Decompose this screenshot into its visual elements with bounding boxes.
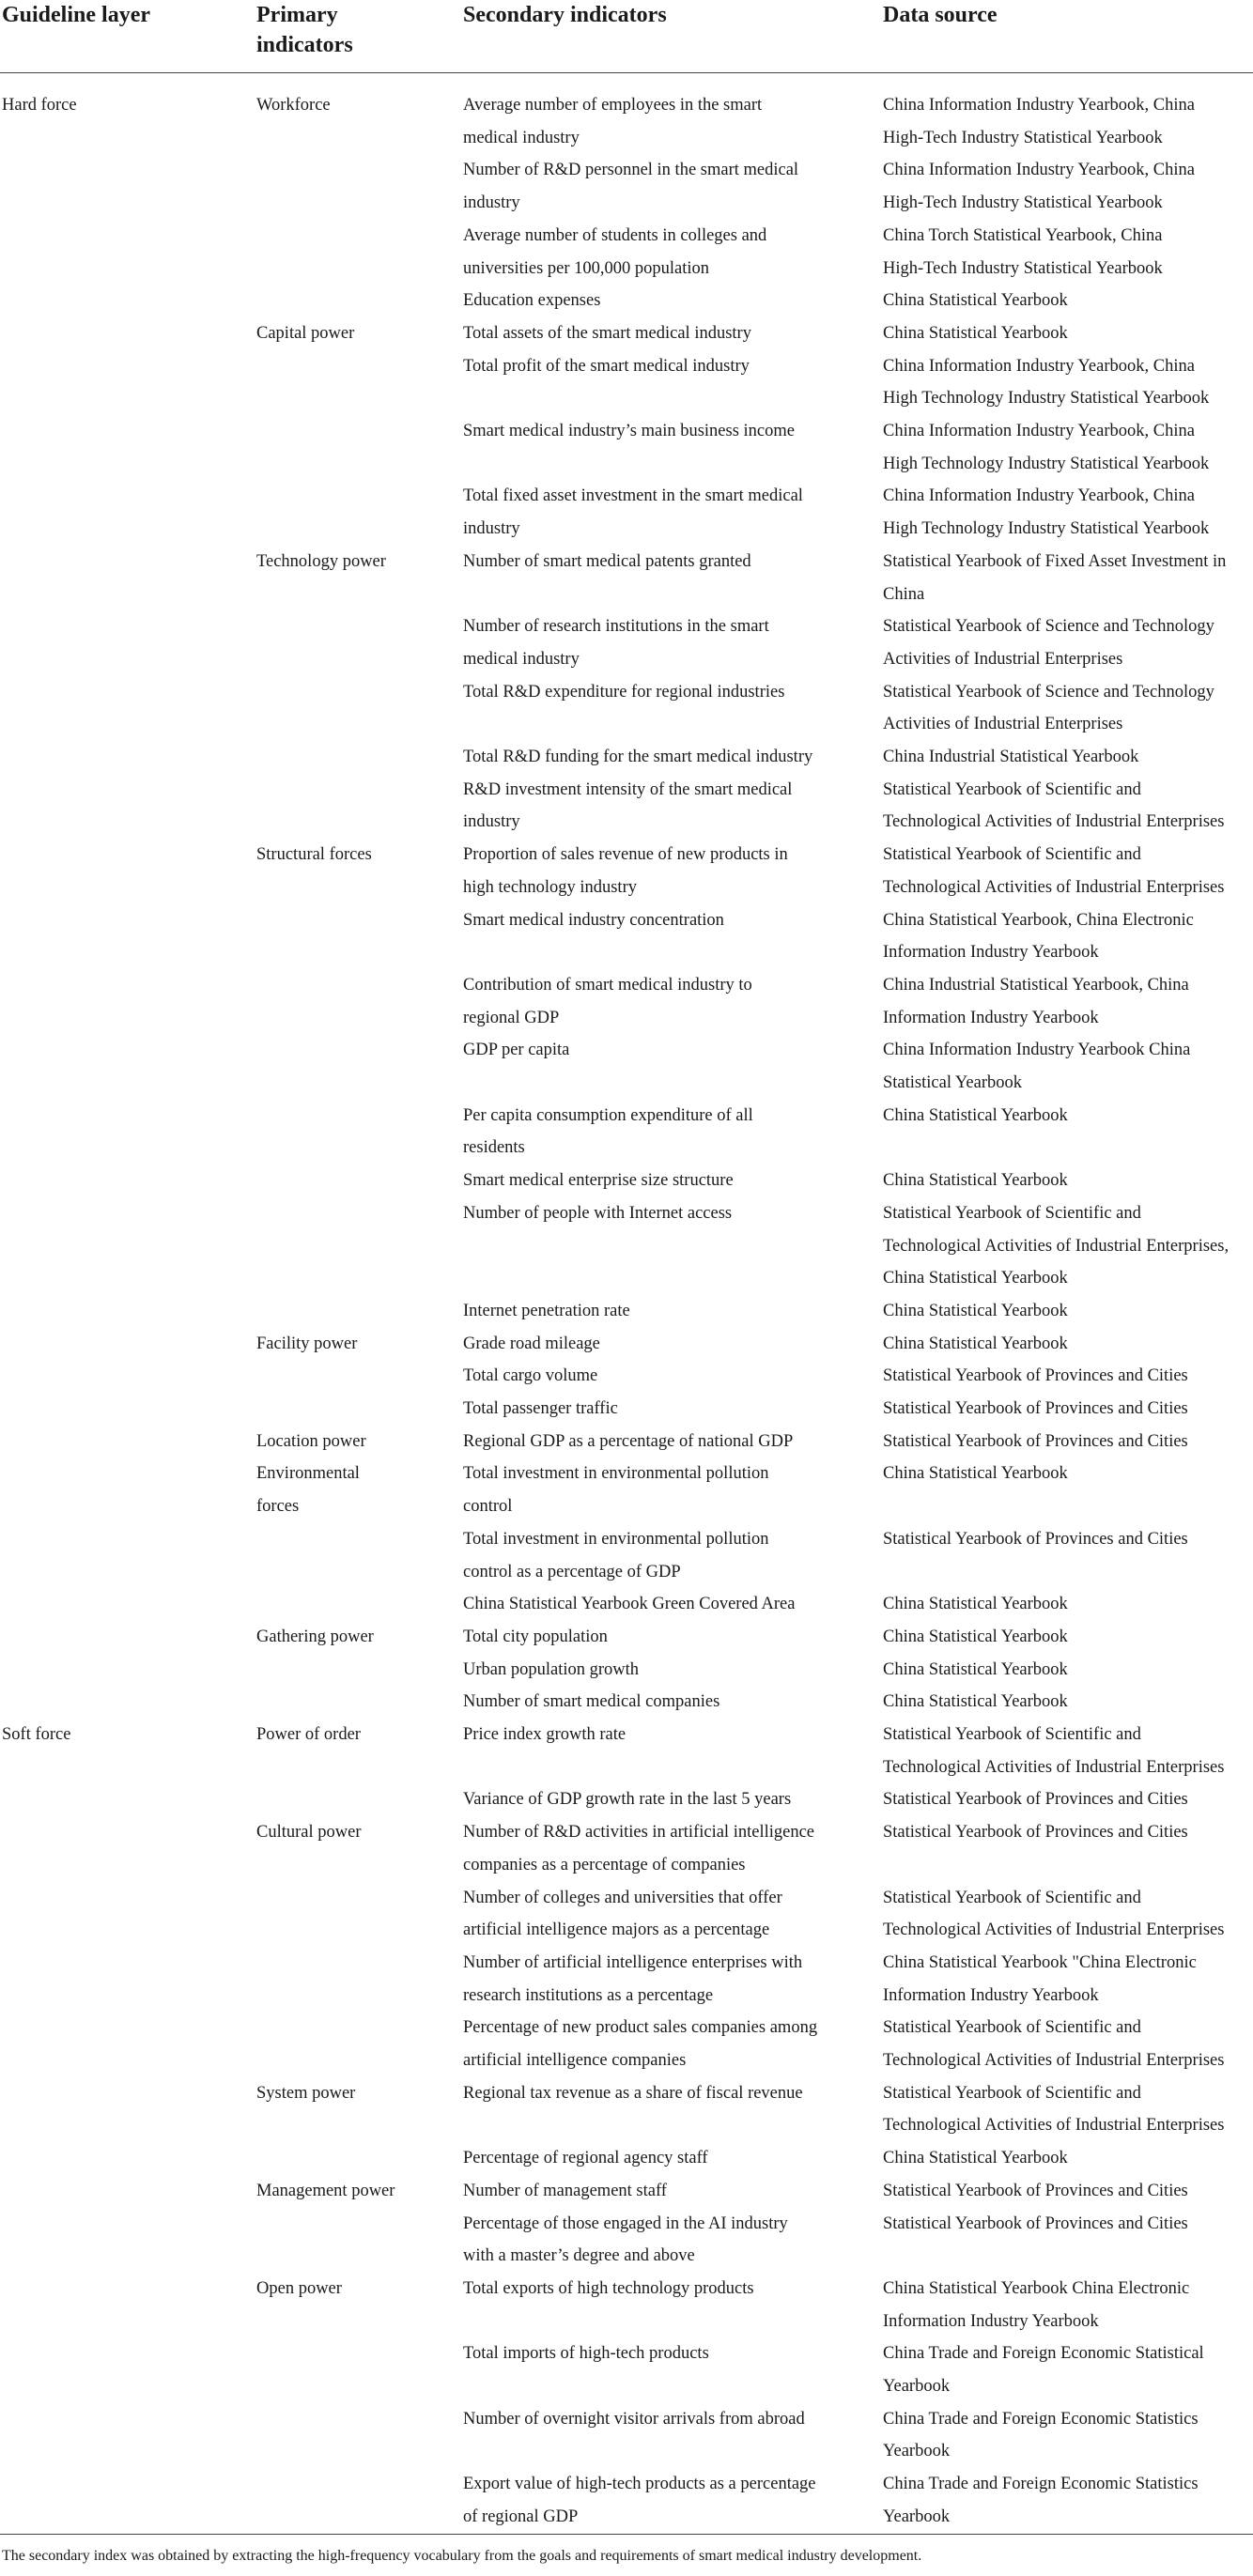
secondary-indicator-cell <box>463 1034 569 1067</box>
cell-line: high technology industry <box>463 877 637 897</box>
cell-line: Facility power <box>256 1334 358 1353</box>
secondary-indicator-cell <box>463 415 795 448</box>
cell-line: Number of people with Internet access <box>463 1203 733 1223</box>
table-footnote: The secondary index was obtained by extracting the high-frequency vocabulary from the goals and requirements of smart medical industry development. <box>2 2548 922 2564</box>
cell-line: residents <box>463 1138 525 1158</box>
cell-line: China Trade and Foreign Economic Statistical <box>883 2344 1204 2364</box>
cell-line: medical industry <box>463 649 580 669</box>
cell-line: China Statistical Yearbook <box>883 2149 1068 2168</box>
cell-line: Activities of Industrial Enterprises <box>883 715 1123 734</box>
secondary-indicator-cell <box>463 1100 753 1165</box>
data-source-cell <box>883 317 1068 350</box>
cell-line: R&D investment intensity of the smart medical <box>463 779 793 799</box>
cell-line: Power of order <box>256 1725 361 1744</box>
data-source-cell <box>883 154 1195 219</box>
secondary-indicator-cell <box>463 1621 608 1654</box>
secondary-indicator-cell <box>463 546 751 578</box>
primary-indicator-cell <box>256 839 372 872</box>
data-source-cell <box>883 1295 1068 1328</box>
cell-line: companies as a percentage of companies <box>463 1855 746 1874</box>
data-source-cell <box>883 285 1068 317</box>
primary-indicator-cell <box>256 1816 362 1849</box>
cell-line: with a master’s degree and above <box>463 2246 695 2266</box>
cell-line: Number of R&D activities in artificial intelligence <box>463 1823 814 1843</box>
data-source-cell <box>883 1783 1188 1816</box>
primary-indicator-cell <box>256 89 331 122</box>
secondary-indicator-cell <box>463 2012 817 2076</box>
cell-line: Total imports of high-tech products <box>463 2344 709 2364</box>
cell-line: research institutions as a percentage <box>463 1985 714 2005</box>
data-source-cell <box>883 904 1194 969</box>
cell-line: GDP per capita <box>463 1041 570 1060</box>
secondary-indicator-cell <box>463 1686 719 1719</box>
cell-line: Statistical Yearbook of Scientific and <box>883 2083 1141 2103</box>
secondary-indicator-cell <box>463 1783 791 1816</box>
cell-line: China Statistical Yearbook <box>883 1464 1068 1484</box>
cell-line: Information Industry Yearbook <box>883 943 1099 963</box>
header-guideline-layer <box>2 0 150 30</box>
cell-line: China Information Industry Yearbook, China <box>883 356 1195 376</box>
secondary-indicator-cell <box>463 317 751 350</box>
cell-line: Statistical Yearbook of Fixed Asset Investment in <box>883 551 1227 571</box>
cell-line: Statistical Yearbook of Scientific and <box>883 1725 1141 1744</box>
cell-line: Number of R&D personnel in the smart medical <box>463 161 799 180</box>
cell-line: High Technology Industry Statistical Yearbook <box>883 454 1210 473</box>
cell-line: China Statistical Yearbook <box>883 1334 1068 1353</box>
data-source-cell <box>883 546 1226 610</box>
cell-line: regional GDP <box>463 1008 560 1027</box>
cell-line: Number of management staff <box>463 2181 667 2200</box>
data-source-cell <box>883 89 1195 154</box>
cell-line: Statistical Yearbook of Provinces and Cities <box>883 1399 1188 1418</box>
cell-line: Statistical Yearbook of Scientific and <box>883 2018 1141 2038</box>
data-source-cell <box>883 415 1209 480</box>
cell-line: China Statistical Yearbook <box>883 1171 1068 1191</box>
cell-line: Average number of students in colleges and <box>463 225 767 245</box>
cell-line: Smart medical enterprise size structure <box>463 1171 734 1191</box>
cell-line: China Statistical Yearbook Green Covered Area <box>463 1595 796 1614</box>
cell-line: Number of research institutions in the smart <box>463 617 769 637</box>
data-source-cell <box>883 1947 1197 2012</box>
cell-line: China Statistical Yearbook <box>883 1659 1068 1679</box>
cell-line: China Information Industry Yearbook China <box>883 1041 1191 1060</box>
data-source-cell <box>883 1393 1188 1426</box>
cell-line: Statistical Yearbook of Provinces and Cities <box>883 1790 1188 1810</box>
cell-line: Statistical Yearbook <box>883 1073 1022 1092</box>
cell-line: High-Tech Industry Statistical Yearbook <box>883 258 1163 278</box>
cell-line: Technological Activities of Industrial Enterprises <box>883 2116 1225 2136</box>
data-source-cell <box>883 969 1189 1034</box>
cell-line: China Information Industry Yearbook, China <box>883 422 1195 440</box>
cell-line: Statistical Yearbook of Provinces and Cities <box>883 2181 1188 2200</box>
cell-line: China Trade and Foreign Economic Statistics <box>883 2409 1199 2429</box>
guideline-layer-cell <box>2 89 77 122</box>
cell-line: Number of artificial intelligence enterprises with <box>463 1952 803 1972</box>
cell-line: China Industrial Statistical Yearbook <box>883 748 1139 766</box>
cell-line: Structural forces <box>256 845 372 865</box>
cell-line: Technological Activities of Industrial Enterprises <box>883 812 1225 832</box>
secondary-indicator-cell <box>463 610 769 675</box>
cell-line: Per capita consumption expenditure of all <box>463 1105 753 1125</box>
cell-line: artificial intelligence companies <box>463 2051 687 2070</box>
data-source-cell <box>883 1458 1068 1490</box>
secondary-indicator-cell <box>463 220 766 285</box>
cell-line: Yearbook <box>883 2377 951 2396</box>
cell-line: China Industrial Statistical Yearbook, China <box>883 975 1189 995</box>
cell-line: Number of colleges and universities that offer <box>463 1888 782 1907</box>
cell-line: Number of smart medical patents granted <box>463 551 751 571</box>
cell-line: Capital power <box>256 323 355 343</box>
cell-line: China Statistical Yearbook <box>883 1627 1068 1646</box>
primary-indicator-cell <box>256 1719 361 1751</box>
cell-line: Statistical Yearbook of Provinces and Cities <box>883 1431 1188 1451</box>
primary-indicator-cell <box>256 2175 394 2208</box>
cell-line: Number of smart medical companies <box>463 1692 720 1712</box>
cell-line: High Technology Industry Statistical Yearbook <box>883 519 1210 539</box>
cell-line: China Statistical Yearbook <box>883 1269 1068 1288</box>
cell-line: Technological Activities of Industrial Enterprises <box>883 1920 1225 1940</box>
header-text: Guideline layer <box>2 3 150 27</box>
cell-line: Average number of employees in the smart <box>463 96 763 115</box>
primary-indicator-cell <box>256 1328 357 1361</box>
secondary-indicator-cell <box>463 2273 754 2306</box>
cell-line: Yearbook <box>883 2442 951 2461</box>
primary-indicator-cell <box>256 2273 342 2306</box>
secondary-indicator-cell <box>463 1523 768 1588</box>
secondary-indicator-cell <box>463 1295 630 1328</box>
secondary-indicator-cell <box>463 2337 709 2370</box>
primary-indicator-cell <box>256 2077 355 2110</box>
data-source-cell <box>883 1621 1068 1654</box>
secondary-indicator-cell <box>463 1426 793 1458</box>
secondary-indicator-cell <box>463 480 803 545</box>
data-source-cell <box>883 2012 1224 2076</box>
secondary-indicator-cell <box>463 1165 734 1197</box>
cell-line: Hard force <box>2 96 77 115</box>
cell-line: forces <box>256 1497 300 1517</box>
secondary-indicator-cell <box>463 969 752 1034</box>
bottom-rule <box>0 2534 1253 2535</box>
data-source-cell <box>883 2403 1199 2468</box>
cell-line: control <box>463 1497 513 1517</box>
cell-line: industry <box>463 519 520 539</box>
data-source-cell <box>883 220 1163 285</box>
cell-line: Technological Activities of Industrial Enterprises <box>883 1757 1225 1777</box>
cell-line: China Statistical Yearbook "China Electronic <box>883 1952 1197 1972</box>
cell-line: Yearbook <box>883 2507 951 2526</box>
header-secondary-indicators <box>463 0 667 30</box>
secondary-indicator-cell <box>463 2468 816 2533</box>
cell-line: Total investment in environmental pollution <box>463 1464 769 1484</box>
data-source-cell <box>883 1100 1068 1133</box>
data-source-cell <box>883 2273 1189 2337</box>
data-source-cell <box>883 610 1214 675</box>
cell-line: Export value of high-tech products as a percentage <box>463 2475 816 2494</box>
cell-line: Activities of Industrial Enterprises <box>883 649 1123 669</box>
cell-line: Technological Activities of Industrial Enterprises, <box>883 1236 1230 1256</box>
data-source-cell <box>883 2142 1068 2175</box>
data-source-cell <box>883 1816 1188 1849</box>
data-source-cell <box>883 1523 1188 1556</box>
cell-line: Statistical Yearbook of Science and Technology <box>883 682 1214 702</box>
secondary-indicator-cell <box>463 774 792 839</box>
secondary-indicator-cell <box>463 285 600 317</box>
cell-line: Urban population growth <box>463 1659 640 1679</box>
cell-line: Total profit of the smart medical industry <box>463 356 750 376</box>
data-source-cell <box>883 1328 1068 1361</box>
cell-line: China Statistical Yearbook <box>883 1595 1068 1614</box>
guideline-layer-cell <box>2 1719 70 1751</box>
secondary-indicator-cell <box>463 2175 667 2208</box>
cell-line: Total assets of the smart medical industry <box>463 323 751 343</box>
primary-indicator-cell <box>256 1621 374 1654</box>
data-source-cell <box>883 2337 1204 2402</box>
secondary-indicator-cell <box>463 1588 795 1621</box>
secondary-indicator-cell <box>463 741 812 774</box>
data-source-cell <box>883 480 1209 545</box>
header-text: indicators <box>256 33 353 57</box>
data-source-cell <box>883 1686 1068 1719</box>
data-source-cell <box>883 741 1138 774</box>
cell-line: Technological Activities of Industrial Enterprises <box>883 2051 1225 2070</box>
secondary-indicator-cell <box>463 2403 805 2436</box>
primary-indicator-cell <box>256 1426 366 1458</box>
data-source-cell <box>883 1197 1229 1295</box>
data-source-cell <box>883 1882 1224 1947</box>
data-source-cell <box>883 1719 1224 1783</box>
secondary-indicator-cell <box>463 89 762 154</box>
secondary-indicator-cell <box>463 2077 803 2110</box>
cell-line: control as a percentage of GDP <box>463 1562 681 1581</box>
cell-line: Statistical Yearbook of Science and Technology <box>883 617 1214 637</box>
cell-line: Information Industry Yearbook <box>883 2311 1099 2331</box>
cell-line: Statistical Yearbook of Scientific and <box>883 1203 1141 1223</box>
header-text: Data source <box>883 3 998 27</box>
cell-line: High-Tech Industry Statistical Yearbook <box>883 128 1163 147</box>
secondary-indicator-cell <box>463 839 788 903</box>
cell-line: Statistical Yearbook of Scientific and <box>883 779 1141 799</box>
secondary-indicator-cell <box>463 2142 708 2175</box>
cell-line: Total cargo volume <box>463 1366 598 1386</box>
data-source-cell <box>883 1654 1068 1687</box>
cell-line: Percentage of new product sales companies among <box>463 2018 818 2038</box>
secondary-indicator-cell <box>463 2208 788 2273</box>
cell-line: China Statistical Yearbook, China Electronic <box>883 910 1194 930</box>
cell-line: industry <box>463 193 520 213</box>
cell-line: Location power <box>256 1431 366 1451</box>
data-source-cell <box>883 1034 1190 1099</box>
secondary-indicator-cell <box>463 1882 782 1947</box>
data-source-cell <box>883 2468 1199 2533</box>
secondary-indicator-cell <box>463 1816 814 1881</box>
secondary-indicator-cell <box>463 676 784 709</box>
cell-line: Grade road mileage <box>463 1334 600 1353</box>
cell-line: Management power <box>256 2181 395 2200</box>
cell-line: Variance of GDP growth rate in the last 5 years <box>463 1790 792 1810</box>
cell-line: Price index growth rate <box>463 1725 626 1744</box>
cell-line: Percentage of regional agency staff <box>463 2149 708 2168</box>
cell-line: Statistical Yearbook of Scientific and <box>883 1888 1141 1907</box>
cell-line: Internet penetration rate <box>463 1301 630 1320</box>
cell-line: Number of overnight visitor arrivals from abroad <box>463 2409 805 2429</box>
cell-line: Technological Activities of Industrial Enterprises <box>883 877 1225 897</box>
cell-line: Gathering power <box>256 1627 374 1646</box>
cell-line: System power <box>256 2083 356 2103</box>
cell-line: Information Industry Yearbook <box>883 1985 1099 2005</box>
cell-line: Statistical Yearbook of Scientific and <box>883 845 1141 865</box>
secondary-indicator-cell <box>463 1360 597 1393</box>
cell-line: industry <box>463 812 520 832</box>
primary-indicator-cell <box>256 317 354 350</box>
cell-line: China Information Industry Yearbook, China <box>883 161 1195 180</box>
secondary-indicator-cell <box>463 1393 618 1426</box>
secondary-indicator-cell <box>463 154 798 219</box>
cell-line: Statistical Yearbook of Provinces and Cities <box>883 1823 1188 1843</box>
cell-line: Information Industry Yearbook <box>883 1008 1099 1027</box>
data-source-cell <box>883 2077 1224 2142</box>
secondary-indicator-cell <box>463 1328 600 1361</box>
cell-line: China Statistical Yearbook <box>883 1301 1068 1320</box>
cell-line: Education expenses <box>463 291 601 311</box>
cell-line: High-Tech Industry Statistical Yearbook <box>883 193 1163 213</box>
secondary-indicator-cell <box>463 350 750 383</box>
cell-line: Total exports of high technology products <box>463 2278 754 2298</box>
cell-line: China Statistical Yearbook <box>883 1692 1068 1712</box>
cell-line: Regional GDP as a percentage of national GDP <box>463 1431 794 1451</box>
cell-line: China Trade and Foreign Economic Statistics <box>883 2475 1199 2494</box>
cell-line: China Torch Statistical Yearbook, China <box>883 225 1163 245</box>
header-primary-indicators <box>256 0 353 60</box>
cell-line: Smart medical industry concentration <box>463 910 724 930</box>
cell-line: Soft force <box>2 1725 71 1744</box>
cell-line: artificial intelligence majors as a percentage <box>463 1920 770 1940</box>
cell-line: Percentage of those engaged in the AI industry <box>463 2214 788 2233</box>
cell-line: Smart medical industry’s main business income <box>463 422 795 440</box>
cell-line: High Technology Industry Statistical Yearbook <box>883 389 1210 409</box>
cell-line: China Statistical Yearbook <box>883 323 1068 343</box>
cell-line: Environmental <box>256 1464 360 1484</box>
cell-line: Proportion of sales revenue of new products in <box>463 845 788 865</box>
cell-line: Total fixed asset investment in the smart medical <box>463 486 803 506</box>
data-source-cell <box>883 350 1209 415</box>
primary-indicator-cell <box>256 1458 360 1522</box>
cell-line: Total investment in environmental pollution <box>463 1529 769 1549</box>
cell-line: China Statistical Yearbook China Electronic <box>883 2278 1190 2298</box>
header-text: Secondary indicators <box>463 3 667 27</box>
data-source-cell <box>883 1588 1068 1621</box>
cell-line: Technology power <box>256 551 386 571</box>
data-source-cell <box>883 1165 1068 1197</box>
secondary-indicator-cell <box>463 1654 639 1687</box>
cell-line: Cultural power <box>256 1823 362 1843</box>
cell-line: Statistical Yearbook of Provinces and Cities <box>883 1529 1188 1549</box>
data-source-cell <box>883 839 1224 903</box>
secondary-indicator-cell <box>463 1719 626 1751</box>
cell-line: Statistical Yearbook of Provinces and Cities <box>883 1366 1188 1386</box>
secondary-indicator-cell <box>463 1947 802 2012</box>
cell-line: universities per 100,000 population <box>463 258 710 278</box>
cell-line: China Statistical Yearbook <box>883 1105 1068 1125</box>
secondary-indicator-cell <box>463 904 724 937</box>
cell-line: China Statistical Yearbook <box>883 291 1068 311</box>
cell-line: of regional GDP <box>463 2507 579 2526</box>
data-source-cell <box>883 1426 1188 1458</box>
cell-line: China Information Industry Yearbook, China <box>883 486 1195 506</box>
cell-line: Open power <box>256 2278 342 2298</box>
header-text: Primary <box>256 3 338 27</box>
data-source-cell <box>883 774 1224 839</box>
data-source-cell <box>883 1360 1188 1393</box>
cell-line: medical industry <box>463 128 580 147</box>
cell-line: Total R&D funding for the smart medical industry <box>463 748 813 766</box>
data-source-cell <box>883 676 1214 741</box>
cell-line: China Information Industry Yearbook, China <box>883 96 1195 115</box>
secondary-indicator-cell <box>463 1197 732 1230</box>
cell-line: Total passenger traffic <box>463 1399 618 1418</box>
cell-line: China <box>883 584 925 604</box>
cell-line: Statistical Yearbook of Provinces and Cities <box>883 2214 1188 2233</box>
cell-line: Total R&D expenditure for regional industries <box>463 682 785 702</box>
cell-line: Contribution of smart medical industry to <box>463 975 752 995</box>
primary-indicator-cell <box>256 546 386 578</box>
header-rule <box>0 72 1253 73</box>
cell-line: Total city population <box>463 1627 608 1646</box>
data-source-cell <box>883 2208 1188 2241</box>
data-source-cell <box>883 2175 1188 2208</box>
header-data-source <box>883 0 998 30</box>
cell-line: Workforce <box>256 96 331 115</box>
cell-line: Regional tax revenue as a share of fiscal revenue <box>463 2083 803 2103</box>
secondary-indicator-cell <box>463 1458 768 1522</box>
